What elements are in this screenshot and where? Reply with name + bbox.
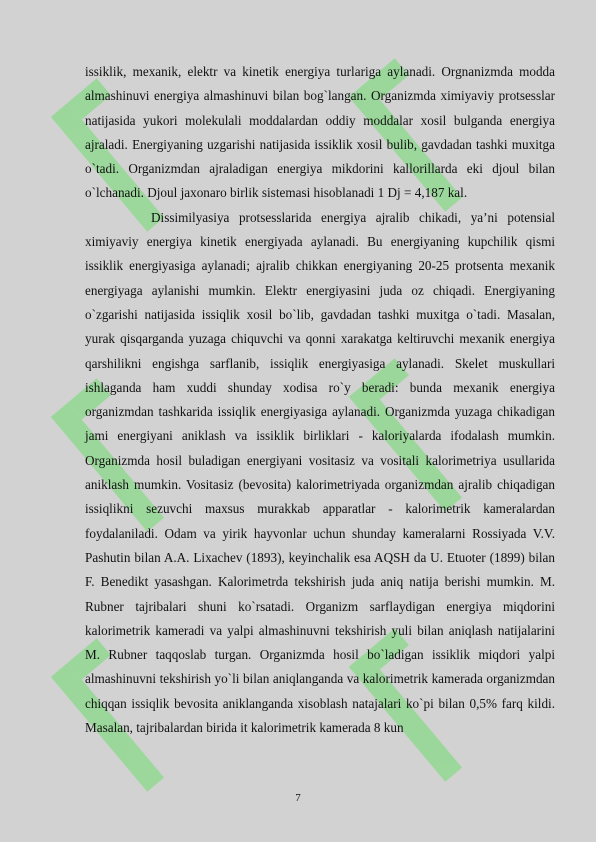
paragraph: issiklik, mexanik, elektr va kinetik energiya turlariga aylanadi. Orgnanizmda modda almashinuvi energiya almashinuvi bilan bog`langan. Organizmda ximiyaviy protsesslar natijasida yukori molekulali moddalardan oddiy moddalar xosil bulganda energiya ajraladi. Energiyaning uzgarishi natijasida issiklik xosil bulib, gavdadan tashki muxitga o`tadi. Organizmdan ajraladigan energiya mikdorini kallorillarda eki djoul bilan o`lchanadi. Djoul jaxonaro birlik sistemasi hisoblanadi 1 Dj = 4,187 kal. <box>85 64 555 201</box>
body-text <box>85 60 555 740</box>
page-number: 7 <box>295 792 301 804</box>
paragraph: Dissimilyasiya protsesslarida energiya ajralib chikadi, ya’ni potensial ximiyaviy energiya kinetik energiyada aylanadi. Bu energiyaning kupchilik qismi issiklik energiyasiga aylanadi; ajralib chikkan energiyaning 20-25 protsenta mexanik energiyaga aylanishi mumkin. Elektr energiyasini juda oz chiqadi. Energiyaning o`zgarishi natijasida issiqlik xosil bo`lib, gavdadan tashki muxitga o`tadi. Masalan, yurak qisqarganda yuzaga chiquvchi va qonni xarakatga keltiruvchi mexanik energiya qarshilikni engishga sarflanib, issiqlik energiyasiga aylanadi. Skelet muskullari ishlaganda ham xuddi shunday xodisa ro`y beradi: bunda mexanik energiya organizmdan tashkarida issiqlik energiyasiga aylanadi. Organizmda yuzaga chikadigan jami energiyani aniklash va issiklik birliklari - kaloriyalarda ifodalash mumkin. Organizmda hosil buladigan energiyani vositasiz va vositali kalorimetriya usullarida aniklash mumkin. Vositasiz (bevosita) kalorimetriyada organizmdan ajralib chiqadigan issiqlikni sezuvchi maxsus murakkab apparatlar - kalorimetrik kameralardan foydalaniladi. Odam va yirik hayvonlar uchun shunday kameralarni Rossiyada V.V. Pashutin bilan A.A. Lixachev (1893), keyinchalik esa AQSH da U. Etuoter (1899) bilan F. Benedikt yasashgan. Kalorimetrda tekshirish juda aniq natija berishi mumkin. M. Rubner tajribalari shuni ko`rsatadi. Organizm sarflaydigan energiya miqdorini kalorimetrik kameradi va yalpi almashinuvni tekshirish yuli bilan aniqlash natijalarini M. Rubner taqqoslab turgan. Organizmda hosil bo`ladigan issiklik miqdori yalpi almashinuvni tekshirish yo`li bilan aniqlanganda va kalorimetrik kamerada organizmdan chiqqan issiqlik bevosita aniklanganda xisoblash natajalari ko`pi bilan 0,5% farq kildi. Masalan, tajribalardan birida it kalorimetrik kamerada 8 kun <box>85 209 555 736</box>
